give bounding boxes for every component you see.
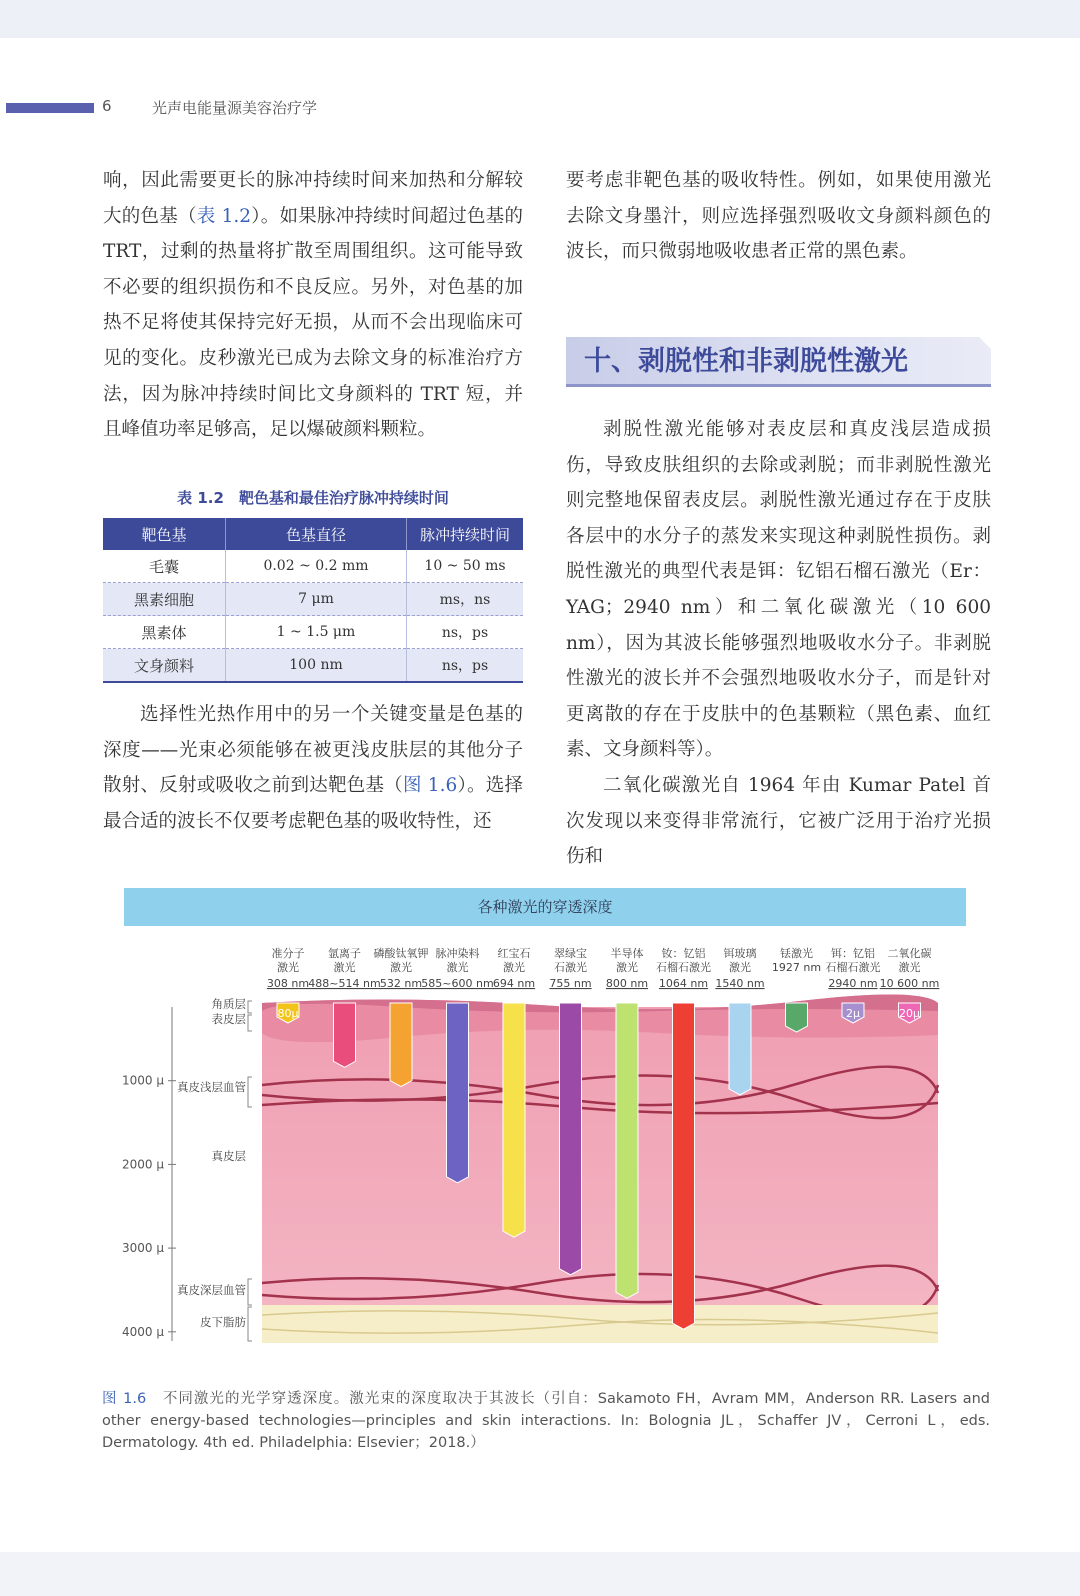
laser-name-line2: 激光 (277, 961, 299, 974)
body-text: 选择性光热作用中的另一个关键变量是色基的深度——光束必须能够在被更浅皮肤层的其他分子散射、反射或吸收之前到达靶色基（ (103, 704, 523, 797)
laser-name: 铒玻璃 (723, 947, 757, 960)
right-column-bottom-text (566, 412, 991, 875)
laser-labels (267, 946, 939, 990)
laser-name: 准分子 (271, 947, 305, 960)
body-text: ）。选择最合适的波长不仅要考虑靶色基的吸收特性，还 (103, 775, 523, 832)
table-cell: 黑素体 (103, 616, 226, 649)
depth-tick-label: 1000 μ (122, 1073, 164, 1088)
figure-caption (102, 1388, 990, 1454)
laser-bar (616, 1003, 638, 1298)
laser-depth-badge: 20μ (899, 1007, 920, 1020)
left-column-top-text (103, 163, 523, 448)
header-accent-bar (6, 103, 94, 113)
laser-name-line2: 激光 (390, 961, 412, 974)
laser-wavelength: 585~600 nm (421, 977, 494, 990)
laser-bar (786, 1003, 808, 1032)
laser-name: 磷酸钛氧钾 (373, 947, 429, 960)
section-heading: 十、剥脱性和非剥脱性激光 (566, 337, 991, 387)
depth-tick-label: 4000 μ (122, 1324, 164, 1339)
body-text: 要考虑非靶色基的吸收特性。例如，如果使用激光去除文身墨汁，则应选择强烈吸收文身颜料颜色的波长，而只微弱地吸收患者正常的黑色素。 (566, 170, 991, 263)
laser-name: 脉冲染料 (435, 947, 480, 960)
body-paragraph: 二氧化碳激光自 1964 年由 Kumar Patel 首次发现以来变得非常流行，它被广泛用于治疗光损伤和 (566, 774, 991, 868)
table-row (103, 616, 523, 649)
table-reference-link[interactable]: 表 1.2 (196, 205, 252, 227)
laser-name-line2: 激光 (446, 961, 469, 974)
laser-wavelength: 755 nm (549, 977, 592, 990)
laser-wavelength: 308 nm (266, 977, 310, 990)
table-cell: 0.02 ~ 0.2 mm (226, 550, 407, 583)
table-cell: 7 μm (226, 583, 407, 616)
table-cell: 毛囊 (103, 550, 226, 583)
laser-name: 二氧化碳 (887, 947, 932, 960)
table-row (103, 649, 523, 683)
depth-ticks (122, 1074, 176, 1339)
top-margin-band (0, 0, 1080, 38)
laser-name-line2: 激光 (616, 961, 638, 974)
laser-penetration-figure (100, 945, 980, 1385)
laser-wavelength: 1064 nm (658, 977, 709, 990)
table-cell: ns，ps (407, 616, 524, 649)
laser-wavelength: 488~514 nm (308, 977, 381, 990)
laser-depth-badge: 80μ (277, 1007, 299, 1020)
laser-name: 红宝石 (497, 947, 531, 960)
laser-bar (560, 1003, 582, 1275)
bottom-margin-band (0, 1552, 1080, 1596)
table-header: 靶色基 (103, 518, 226, 550)
laser-wavelength: 10 600 nm (879, 977, 940, 990)
laser-name-line2: 石榴石激光 (656, 961, 711, 974)
laser-bar (503, 1003, 525, 1237)
laser-name-line2: 1927 nm (771, 961, 822, 974)
body-paragraph: 剥脱性激光能够对表皮层和真皮浅层造成损伤，导致皮肤组织的去除或剥脱；而非剥脱性激光则完整地保留表皮层。剥脱性激光通过存在于皮肤各层中的水分子的蒸发来实现这种剥脱性损伤。剥脱性激光的典型代表是铒：钇铝石榴石激光（Er：YAG；2940 nm）和二氧化碳激光（10 600 nm），因为其波长能够强烈地吸收水分子。非剥脱性激光的波长并不会强烈地吸收水分子，而是针对更离散的存在于皮肤中的色基颗粒（黑色素、血红素、文身颜料等）。 (566, 419, 991, 761)
laser-name-line2: 激光 (898, 961, 921, 974)
laser-depth-badge: 2μ (846, 1007, 860, 1020)
table-cell: 100 nm (226, 649, 407, 683)
laser-name-line2: 石激光 (554, 961, 587, 974)
laser-bar (673, 1003, 695, 1329)
laser-name: 翠绿宝 (554, 947, 587, 960)
laser-bar (334, 1003, 356, 1067)
table-cell: ms，ns (407, 583, 524, 616)
laser-name: 半导体 (610, 947, 644, 960)
running-title: 光声电能量源美容治疗学 (152, 99, 318, 117)
figure-number: 图 1.6 (102, 1391, 147, 1407)
figure-title-bar: 各种激光的穿透深度 (124, 888, 966, 926)
laser-name-line2: 石榴石激光 (825, 961, 881, 974)
laser-name-line2: 激光 (729, 961, 751, 974)
table-cell: 黑素细胞 (103, 583, 226, 616)
laser-bar (390, 1003, 412, 1087)
layer-bracket (248, 1077, 252, 1107)
laser-wavelength: 694 nm (492, 977, 536, 990)
layer-label: 真皮层 (211, 1149, 246, 1163)
layer-label: 表皮层 (211, 1012, 246, 1026)
layer-label: 真皮深层血管 (177, 1283, 246, 1297)
page-number: 6 (102, 97, 112, 115)
laser-bar (447, 1003, 469, 1183)
right-column-top-text (566, 163, 991, 270)
layer-bracket (248, 1279, 252, 1305)
depth-tick-label: 3000 μ (122, 1241, 164, 1256)
table-caption: 表 1.2 靶色基和最佳治疗脉冲持续时间 (177, 489, 449, 507)
laser-name-line2: 激光 (503, 961, 525, 974)
layer-labels (177, 997, 252, 1341)
laser-wavelength: 532 nm (379, 977, 423, 990)
table-row (103, 583, 523, 616)
body-text: 响，因此需要更长的脉冲持续时间来加热和分解较大的色基（ (103, 170, 523, 227)
left-column-bottom-text (103, 697, 523, 839)
layer-bracket (248, 1015, 252, 1031)
laser-bar (729, 1003, 751, 1095)
table-cell: 10 ~ 50 ms (407, 550, 524, 583)
table-header: 色基直径 (226, 518, 407, 550)
figure-caption-text: 不同激光的光学穿透深度。激光束的深度取决于其波长（引自：Sakamoto FH，Avram MM，Anderson RR. Lasers and other energy-based technologies—principles and skin interactions. In: Bolognia JL，Schaffer JV，Cerroni L，eds. Dermatology. 4th ed. Philadelphia: Elsevier；2018.） (102, 1391, 991, 1451)
laser-name: 铥激光 (780, 947, 813, 960)
table-cell: 1 ~ 1.5 μm (226, 616, 407, 649)
layer-label: 角质层 (211, 997, 246, 1011)
chromophore-table (103, 518, 523, 683)
layer-bracket (248, 1001, 252, 1013)
layer-bracket (248, 1307, 252, 1341)
laser-name: 氩离子 (328, 947, 361, 960)
dermis-layer (262, 1007, 938, 1329)
table-row (103, 550, 523, 583)
table-header: 脉冲持续时间 (407, 518, 524, 550)
figure-reference-link[interactable]: 图 1.6 (402, 775, 458, 797)
laser-name: 铒：钇铝 (831, 947, 875, 960)
laser-wavelength: 2940 nm (828, 977, 878, 990)
laser-name-line2: 激光 (333, 961, 356, 974)
depth-tick-label: 2000 μ (122, 1157, 164, 1172)
layer-label: 真皮浅层血管 (177, 1080, 246, 1094)
laser-name: 钕：钇铝 (661, 947, 706, 960)
laser-wavelength: 800 nm (605, 977, 649, 990)
body-text: ）。如果脉冲持续时间超过色基的 TRT，过剩的热量将扩散至周围组织。这可能导致不必要的组织损伤和不良反应。另外，对色基的加热不足将使其保持完好无损，从而不会出现临床可见的变化。皮秒激光已成为去除文身的标准治疗方法，因为脉冲持续时间比文身颜料的 TRT 短，并且峰值功率足够高，足以爆破颜料颗粒。 (103, 205, 523, 441)
table-cell: 文身颜料 (103, 649, 226, 683)
laser-wavelength: 1540 nm (715, 977, 765, 990)
layer-label: 皮下脂肪 (200, 1315, 246, 1329)
table-cell: ns，ps (407, 649, 524, 683)
